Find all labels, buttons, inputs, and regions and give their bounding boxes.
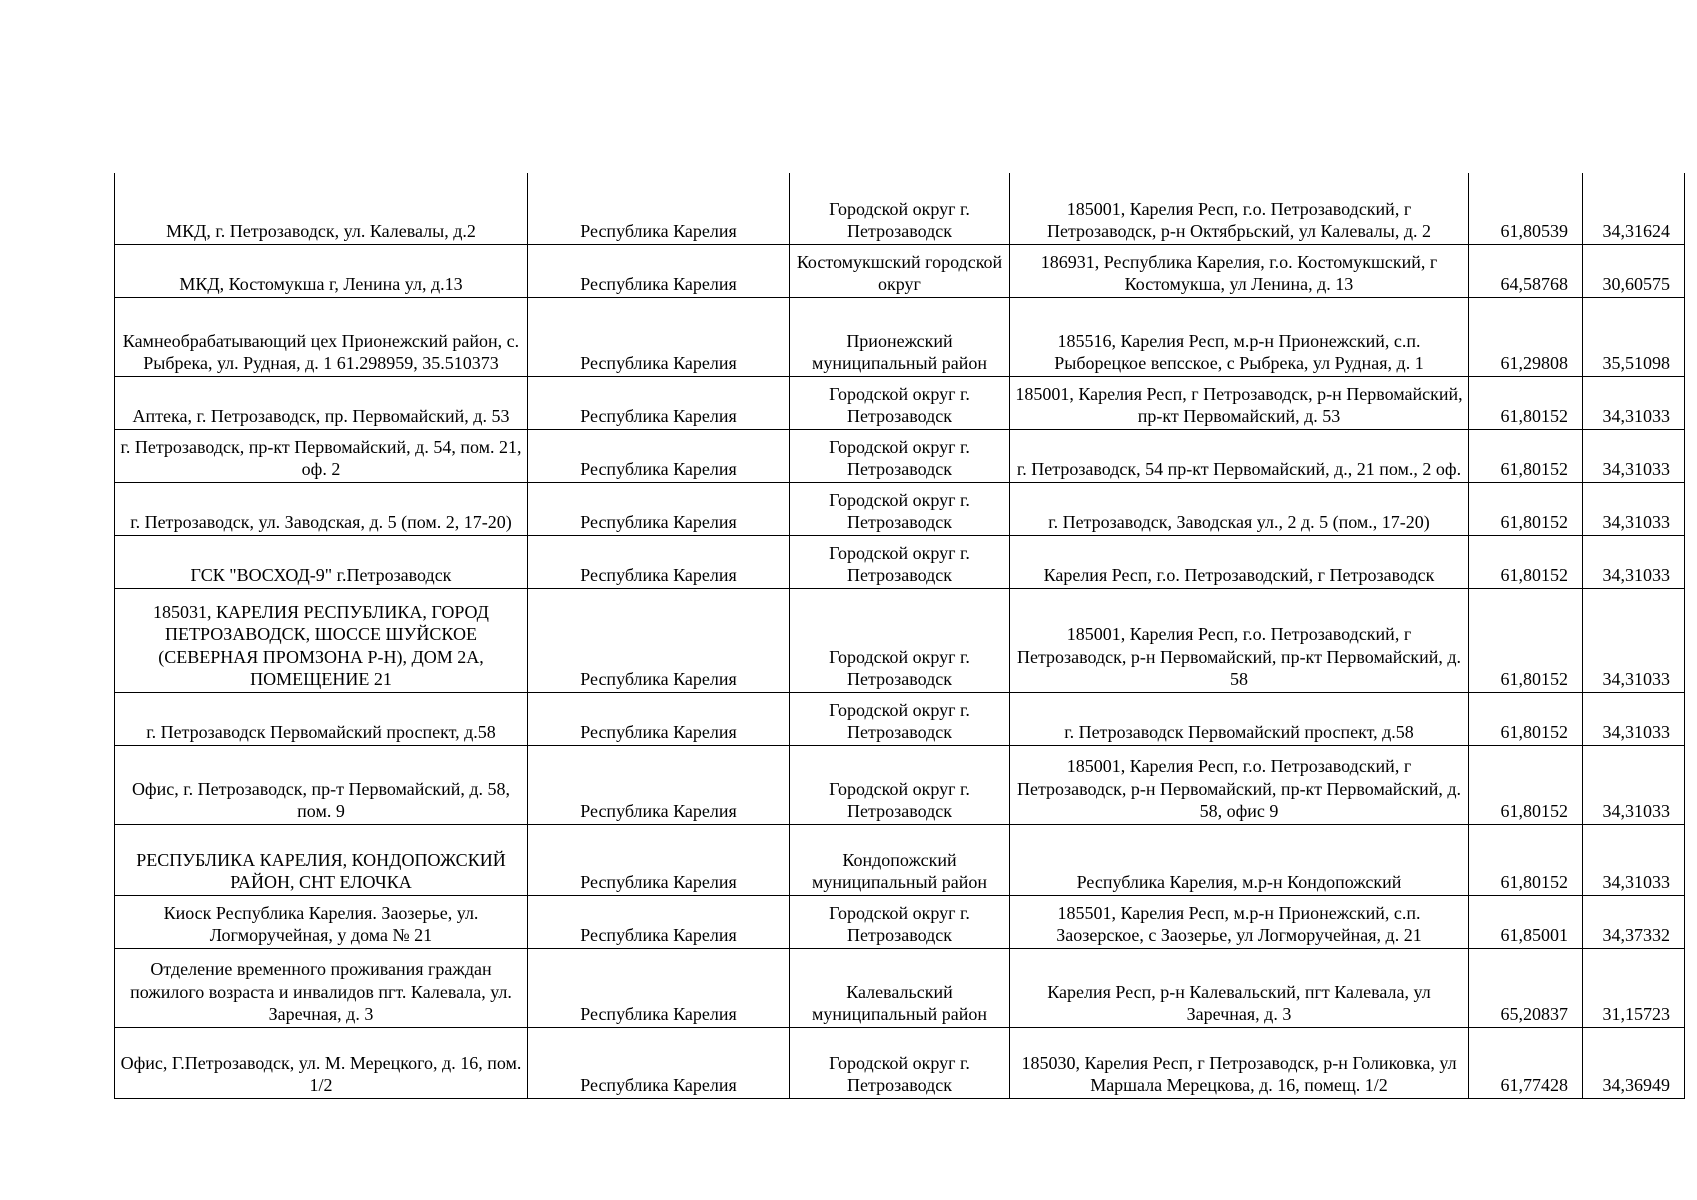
region-cell: Республика Карелия — [528, 692, 790, 745]
latitude-cell: 61,80152 — [1469, 376, 1583, 429]
municipality-cell: Городской округ г. Петрозаводск — [790, 429, 1010, 482]
address-cell: 185030, Карелия Респ, г Петрозаводск, р-н Голиковка, ул Маршала Мерецкова, д. 16, помещ. 1/2 — [1010, 1027, 1469, 1098]
locations-table — [114, 173, 1685, 1099]
address-cell: 186931, Республика Карелия, г.о. Костомукшский, г Костомукша, ул Ленина, д. 13 — [1010, 244, 1469, 297]
address-cell: Карелия Респ, р-н Калевальский, пгт Калевала, ул Заречная, д. 3 — [1010, 948, 1469, 1027]
object-name-cell: Аптека, г. Петрозаводск, пр. Первомайский, д. 53 — [115, 376, 528, 429]
region-cell: Республика Карелия — [528, 173, 790, 244]
municipality-cell: Костомукшский городской округ — [790, 244, 1010, 297]
address-cell: 185001, Карелия Респ, г.о. Петрозаводский, г Петрозаводск, р-н Первомайский, пр-кт Первомайский, д. 58 — [1010, 588, 1469, 692]
table-row — [115, 173, 1685, 244]
longitude-cell: 34,31033 — [1583, 588, 1685, 692]
object-name-cell: МКД, Костомукша г, Ленина ул, д.13 — [115, 244, 528, 297]
table-row — [115, 895, 1685, 948]
object-name-cell: МКД, г. Петрозаводск, ул. Калевалы, д.2 — [115, 173, 528, 244]
table-row — [115, 482, 1685, 535]
municipality-cell: Городской округ г. Петрозаводск — [790, 1027, 1010, 1098]
address-cell: Республика Карелия, м.р-н Кондопожский — [1010, 824, 1469, 895]
longitude-cell: 34,31033 — [1583, 692, 1685, 745]
municipality-cell: Городской округ г. Петрозаводск — [790, 482, 1010, 535]
region-cell: Республика Карелия — [528, 745, 790, 824]
object-name-cell: Киоск Республика Карелия. Заозерье, ул. Логморучейная, у дома № 21 — [115, 895, 528, 948]
municipality-cell: Городской округ г. Петрозаводск — [790, 173, 1010, 244]
region-cell: Республика Карелия — [528, 244, 790, 297]
latitude-cell: 61,80152 — [1469, 482, 1583, 535]
object-name-cell: г. Петрозаводск, пр-кт Первомайский, д. 54, пом. 21, оф. 2 — [115, 429, 528, 482]
longitude-cell: 34,37332 — [1583, 895, 1685, 948]
region-cell: Республика Карелия — [528, 297, 790, 376]
table-row — [115, 692, 1685, 745]
table-row — [115, 588, 1685, 692]
longitude-cell: 34,31033 — [1583, 824, 1685, 895]
table-row — [115, 745, 1685, 824]
municipality-cell: Прионежский муниципальный район — [790, 297, 1010, 376]
region-cell: Республика Карелия — [528, 482, 790, 535]
table-row — [115, 824, 1685, 895]
address-cell: г. Петрозаводск, Заводская ул., 2 д. 5 (пом., 17-20) — [1010, 482, 1469, 535]
object-name-cell: РЕСПУБЛИКА КАРЕЛИЯ, КОНДОПОЖСКИЙ РАЙОН, СНТ ЕЛОЧКА — [115, 824, 528, 895]
table-row — [115, 429, 1685, 482]
region-cell: Республика Карелия — [528, 535, 790, 588]
address-cell: 185501, Карелия Респ, м.р-н Прионежский, с.п. Заозерское, с Заозерье, ул Логморучейная, д. 21 — [1010, 895, 1469, 948]
table-row — [115, 244, 1685, 297]
table-row — [115, 297, 1685, 376]
municipality-cell: Городской округ г. Петрозаводск — [790, 745, 1010, 824]
latitude-cell: 61,85001 — [1469, 895, 1583, 948]
latitude-cell: 64,58768 — [1469, 244, 1583, 297]
longitude-cell: 34,36949 — [1583, 1027, 1685, 1098]
latitude-cell: 61,80152 — [1469, 824, 1583, 895]
address-cell: Карелия Респ, г.о. Петрозаводский, г Петрозаводск — [1010, 535, 1469, 588]
region-cell: Республика Карелия — [528, 376, 790, 429]
municipality-cell: Городской округ г. Петрозаводск — [790, 376, 1010, 429]
address-cell: 185516, Карелия Респ, м.р-н Прионежский, с.п. Рыборецкое вепсское, с Рыбрека, ул Рудная, д. 1 — [1010, 297, 1469, 376]
table-row — [115, 1027, 1685, 1098]
latitude-cell: 61,80152 — [1469, 588, 1583, 692]
latitude-cell: 61,29808 — [1469, 297, 1583, 376]
longitude-cell: 34,31033 — [1583, 535, 1685, 588]
address-cell: г. Петрозаводск Первомайский проспект, д.58 — [1010, 692, 1469, 745]
longitude-cell: 34,31033 — [1583, 482, 1685, 535]
municipality-cell: Городской округ г. Петрозаводск — [790, 588, 1010, 692]
region-cell: Республика Карелия — [528, 1027, 790, 1098]
region-cell: Республика Карелия — [528, 429, 790, 482]
table-row — [115, 948, 1685, 1027]
object-name-cell: г. Петрозаводск Первомайский проспект, д.58 — [115, 692, 528, 745]
latitude-cell: 65,20837 — [1469, 948, 1583, 1027]
longitude-cell: 34,31624 — [1583, 173, 1685, 244]
latitude-cell: 61,80152 — [1469, 429, 1583, 482]
longitude-cell: 34,31033 — [1583, 429, 1685, 482]
longitude-cell: 31,15723 — [1583, 948, 1685, 1027]
municipality-cell: Городской округ г. Петрозаводск — [790, 895, 1010, 948]
municipality-cell: Кондопожский муниципальный район — [790, 824, 1010, 895]
latitude-cell: 61,80539 — [1469, 173, 1583, 244]
object-name-cell: г. Петрозаводск, ул. Заводская, д. 5 (пом. 2, 17-20) — [115, 482, 528, 535]
object-name-cell: Отделение временного проживания граждан пожилого возраста и инвалидов пгт. Калевала, ул. Заречная, д. 3 — [115, 948, 528, 1027]
object-name-cell: Камнеобрабатывающий цех Прионежский район, с. Рыбрека, ул. Рудная, д. 1 61.298959, 35.510373 — [115, 297, 528, 376]
address-cell: 185001, Карелия Респ, г Петрозаводск, р-н Первомайский, пр-кт Первомайский, д. 53 — [1010, 376, 1469, 429]
object-name-cell: Офис, Г.Петрозаводск, ул. М. Мерецкого, д. 16, пом. 1/2 — [115, 1027, 528, 1098]
latitude-cell: 61,77428 — [1469, 1027, 1583, 1098]
address-cell: 185001, Карелия Респ, г.о. Петрозаводский, г Петрозаводск, р-н Первомайский, пр-кт Первомайский, д. 58, офис 9 — [1010, 745, 1469, 824]
municipality-cell: Городской округ г. Петрозаводск — [790, 692, 1010, 745]
address-cell: 185001, Карелия Респ, г.о. Петрозаводский, г Петрозаводск, р-н Октябрьский, ул Калевалы, д. 2 — [1010, 173, 1469, 244]
region-cell: Республика Карелия — [528, 895, 790, 948]
region-cell: Республика Карелия — [528, 948, 790, 1027]
region-cell: Республика Карелия — [528, 588, 790, 692]
latitude-cell: 61,80152 — [1469, 535, 1583, 588]
longitude-cell: 30,60575 — [1583, 244, 1685, 297]
municipality-cell: Калевальский муниципальный район — [790, 948, 1010, 1027]
longitude-cell: 34,31033 — [1583, 745, 1685, 824]
object-name-cell: 185031, КАРЕЛИЯ РЕСПУБЛИКА, ГОРОД ПЕТРОЗАВОДСК, ШОССЕ ШУЙСКОЕ (СЕВЕРНАЯ ПРОМЗОНА Р-Н), ДОМ 2А, ПОМЕЩЕНИЕ 21 — [115, 588, 528, 692]
longitude-cell: 34,31033 — [1583, 376, 1685, 429]
municipality-cell: Городской округ г. Петрозаводск — [790, 535, 1010, 588]
object-name-cell: ГСК "ВОСХОД-9" г.Петрозаводск — [115, 535, 528, 588]
latitude-cell: 61,80152 — [1469, 745, 1583, 824]
address-cell: г. Петрозаводск, 54 пр-кт Первомайский, д., 21 пом., 2 оф. — [1010, 429, 1469, 482]
table-row — [115, 376, 1685, 429]
latitude-cell: 61,80152 — [1469, 692, 1583, 745]
region-cell: Республика Карелия — [528, 824, 790, 895]
longitude-cell: 35,51098 — [1583, 297, 1685, 376]
object-name-cell: Офис, г. Петрозаводск, пр-т Первомайский, д. 58, пом. 9 — [115, 745, 528, 824]
table-row — [115, 535, 1685, 588]
